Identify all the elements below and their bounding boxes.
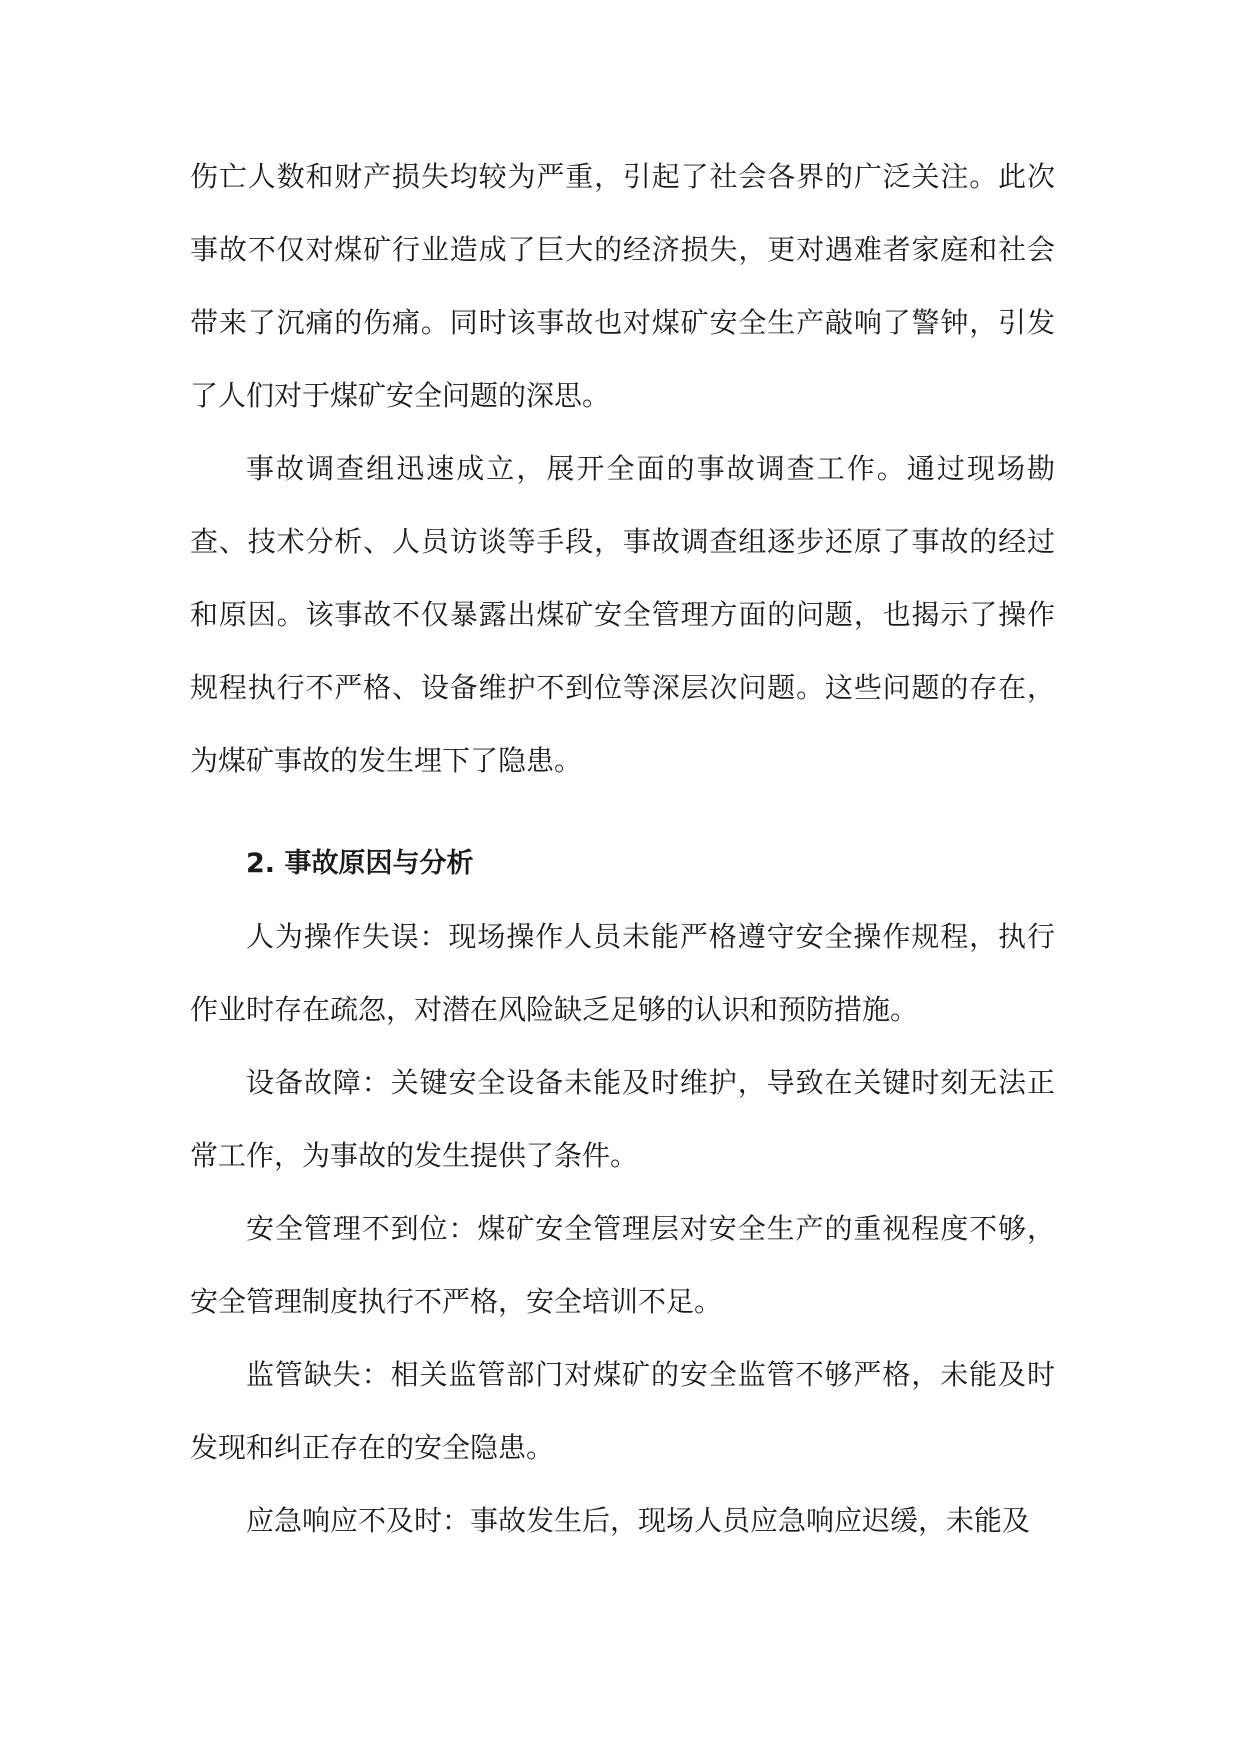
paragraph-continuation: 伤亡人数和财产损失均较为严重，引起了社会各界的广泛关注。此次事故不仅对煤矿行业造成了巨大的经济损失，更对遇难者家庭和社会带来了沉痛的伤痛。同时该事故也对煤矿安全生产敲响了警钟，引发了人们对于煤矿安全问题的深思。 xyxy=(190,160,1055,412)
paragraph-equipment-failure: 设备故障：关键安全设备未能及时维护，导致在关键时刻无法正常工作，为事故的发生提供了条件。 xyxy=(190,1066,1055,1172)
paragraph-investigation: 事故调查组迅速成立，展开全面的事故调查工作。通过现场勘查、技术分析、人员访谈等手段，事故调查组逐步还原了事故的经过和原因。该事故不仅暴露出煤矿安全管理方面的问题，也揭示了操作规程执行不严格、设备维护不到位等深层次问题。这些问题的存在，为煤矿事故的发生埋下了隐患。 xyxy=(190,452,1055,777)
document-body xyxy=(190,140,1055,1557)
paragraph-emergency-response: 应急响应不及时：事故发生后，现场人员应急响应迟缓，未能及 xyxy=(246,1504,1031,1537)
paragraph-safety-management: 安全管理不到位：煤矿安全管理层对安全生产的重视程度不够，安全管理制度执行不严格，安全培训不足。 xyxy=(190,1212,1055,1318)
paragraph-supervision: 监管缺失：相关监管部门对煤矿的安全监管不够严格，未能及时发现和纠正存在的安全隐患。 xyxy=(190,1358,1055,1464)
paragraph-human-error: 人为操作失误：现场操作人员未能严格遵守安全操作规程，执行作业时存在疏忽，对潜在风险缺乏足够的认识和预防措施。 xyxy=(190,920,1055,1026)
section-heading: 2. 事故原因与分析 xyxy=(246,848,474,879)
